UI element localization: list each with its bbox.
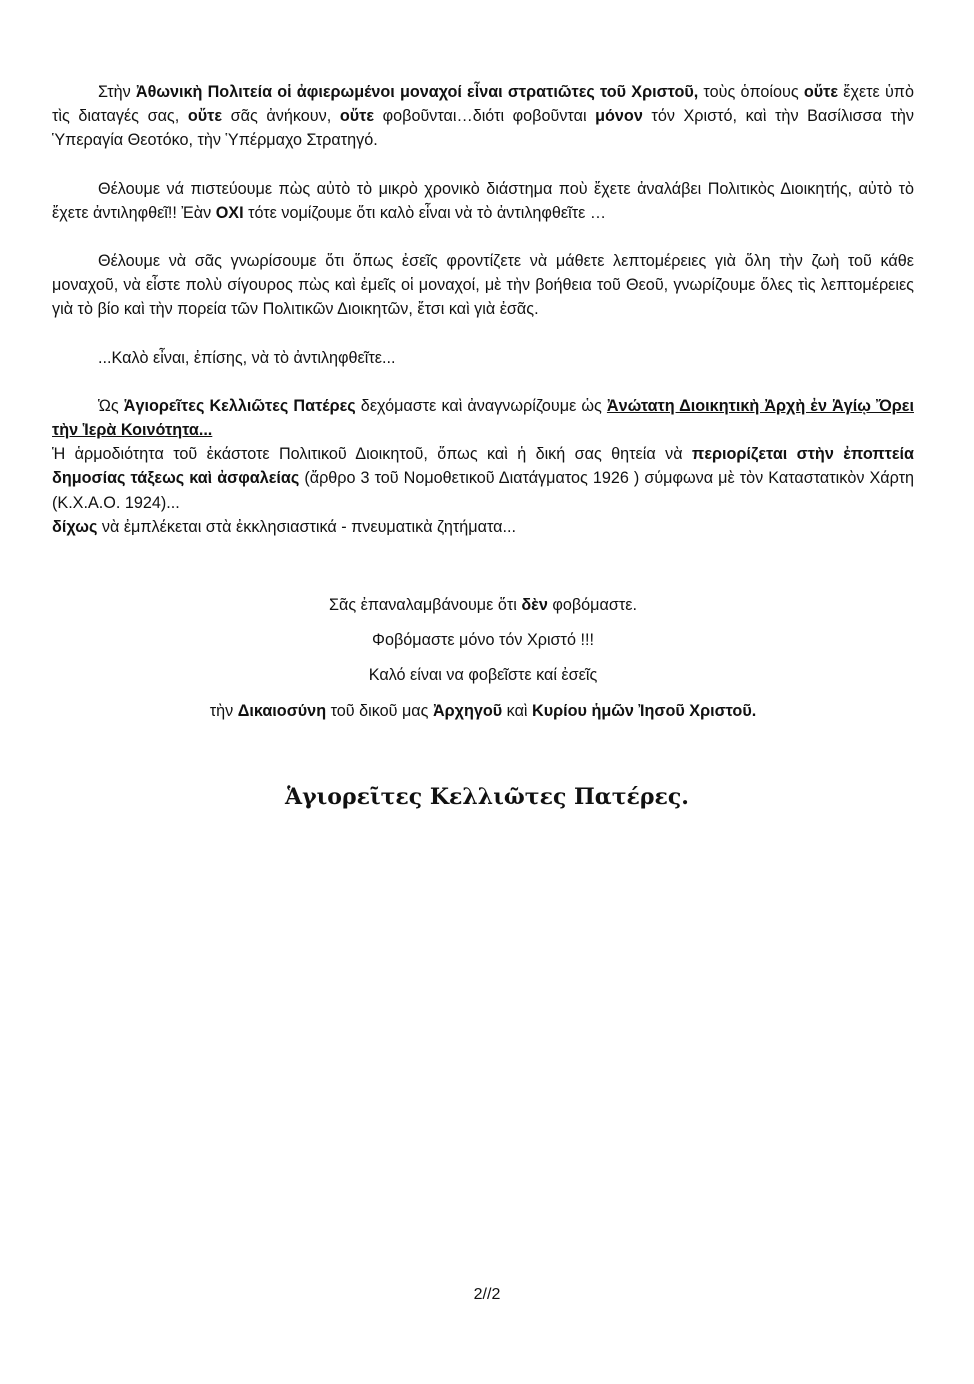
text-run: τότε νομίζουμε ὅτι καλὸ εἶναι νὰ τὸ ἀντιληφθεῖτε … xyxy=(243,203,607,222)
bold-text: μόνον xyxy=(595,107,643,126)
paragraph-2 xyxy=(52,177,914,225)
text-run: τοὺς ὁποίους xyxy=(698,83,804,101)
text-run: τόν Χριστό, καὶ τὴν Βασίλισσα τὴν Ὑπεραγία Θεοτόκο, τὴν Ὑπέρμαχο Στρατηγό. xyxy=(52,107,914,150)
bold-text: Ἀθωνικὴ Πολιτεία οἱ ἀφιερωμένοι μοναχοί εἶναι στρατιῶτες τοῦ Χριστοῦ, xyxy=(135,83,699,101)
text-run: τὴν xyxy=(209,701,238,720)
bold-text: Ἀρχηγοῦ xyxy=(432,701,503,720)
text-run: καὶ xyxy=(502,701,533,720)
bold-text: οὔτε xyxy=(803,83,839,101)
document-body xyxy=(52,80,914,734)
closing-line-4 xyxy=(52,699,914,723)
text-run: τοῦ δικοῦ μας xyxy=(326,701,433,720)
text-run: φοβόμαστε. xyxy=(547,596,637,615)
text-run: Ὡς xyxy=(98,396,124,415)
bold-text: Δικαιοσύνη xyxy=(237,701,327,720)
paragraph-7 xyxy=(52,515,914,539)
text-run: φοβοῦνται…διότι φοβοῦνται xyxy=(374,107,596,126)
text-run: δεχόμαστε καὶ ἀναγνωρίζουμε ὡς xyxy=(355,396,607,415)
bold-text: οὔτε xyxy=(187,107,223,126)
bold-text: Κυρίου ἡμῶν Ἰησοῦ Χριστοῦ. xyxy=(532,701,757,720)
text-run: Στὴν xyxy=(98,83,136,101)
text-run: νὰ ἐμπλέκεται στὰ ἐκκλησιαστικά - πνευματικὰ ζητήματα... xyxy=(97,517,516,536)
paragraph-5 xyxy=(52,394,914,442)
signature: Ἁγιορεῖτες Κελλιῶτες Πατέρες. xyxy=(285,784,689,810)
text-run: (ἄρθρο 3 τοῦ Νομοθετικοῦ Διατάγματος 1926 ) σύμφωνα μὲ τὸν Καταστατικὸν Χάρτη (Κ.Χ.Α.Ο. 1924)... xyxy=(52,469,914,512)
bold-text: δίχως xyxy=(52,517,98,536)
text-run: ἔχετε ὑπὸ τὶς διαταγές σας, xyxy=(52,83,914,126)
paragraph-3: Θέλουμε νὰ σᾶς γνωρίσουμε ὅτι ὅπως ἐσεῖς φροντίζετε νὰ μάθετε λεπτομέρειες γιὰ ὅλη τὴν ζωὴ τοῦ κάθε μοναχοῦ, νὰ εἶστε πολὺ σίγουρος πὼς καὶ ἐμεῖς οἱ μοναχοί, μὲ τὴν βοήθεια τοῦ Θεοῦ, γνωρίζουμε ὅλες τὶς λεπτομέρειες γιὰ τὸ βίο καὶ τὴν πορεία τῶν Πολιτικῶν Διοικητῶν, ἔτσι καὶ γιὰ ἐσᾶς. xyxy=(52,252,914,319)
bold-text: περιορίζεται στὴν ἐποπτεία δημοσίας τάξεως καὶ ἀσφαλείας xyxy=(52,445,915,488)
underlined-bold-text: Ἀνώτατη Διοικητικὴ Ἀρχὴ ἐν Ἁγίῳ Ὄρει τὴν Ἱερὰ Κοινότητα... xyxy=(52,396,914,440)
closing-line-2: Φοβόμαστε μόνο τόν Χριστό !!! xyxy=(372,631,594,650)
text-run: Σᾶς ἐπαναλαμβάνουμε ὅτι xyxy=(329,596,522,615)
text-run: Θέλουμε νά πιστεύουμε πὼς αὐτὸ τὸ μικρὸ χρονικὸ διάστημα ποὺ ἔχετε ἀναλάβει Πολιτικὸς Διοικητής, αὐτὸ τὸ ἔχετε ἀντιληφθεῖ!! Ἐὰν xyxy=(52,179,914,222)
bold-text: ΟΧΙ xyxy=(215,203,244,222)
closing-block xyxy=(52,593,914,723)
closing-line-1 xyxy=(52,593,914,617)
paragraph-4: ...Καλὸ εἶναι, ἐπίσης, νὰ τὸ ἀντιληφθεῖτε... xyxy=(98,348,396,367)
bold-text: οὔτε xyxy=(339,107,375,126)
bold-text: δὲν xyxy=(521,596,548,615)
paragraph-1 xyxy=(52,80,914,153)
text-run: σᾶς ἀνήκουν, xyxy=(222,107,340,126)
paragraph-6 xyxy=(52,442,914,515)
bold-text: Ἁγιορεῖτες Κελλιῶτες Πατέρες xyxy=(123,396,356,415)
text-run: Ἡ ἁρμοδιότητα τοῦ ἑκάστοτε Πολιτικοῦ Διοικητοῦ, ὅπως καὶ ἡ δική σας θητεία νὰ xyxy=(52,445,692,464)
page-number: 2//2 xyxy=(473,1286,501,1303)
closing-line-3: Καλό είναι να φοβεῖστε καί ἐσεῖς xyxy=(368,666,598,685)
